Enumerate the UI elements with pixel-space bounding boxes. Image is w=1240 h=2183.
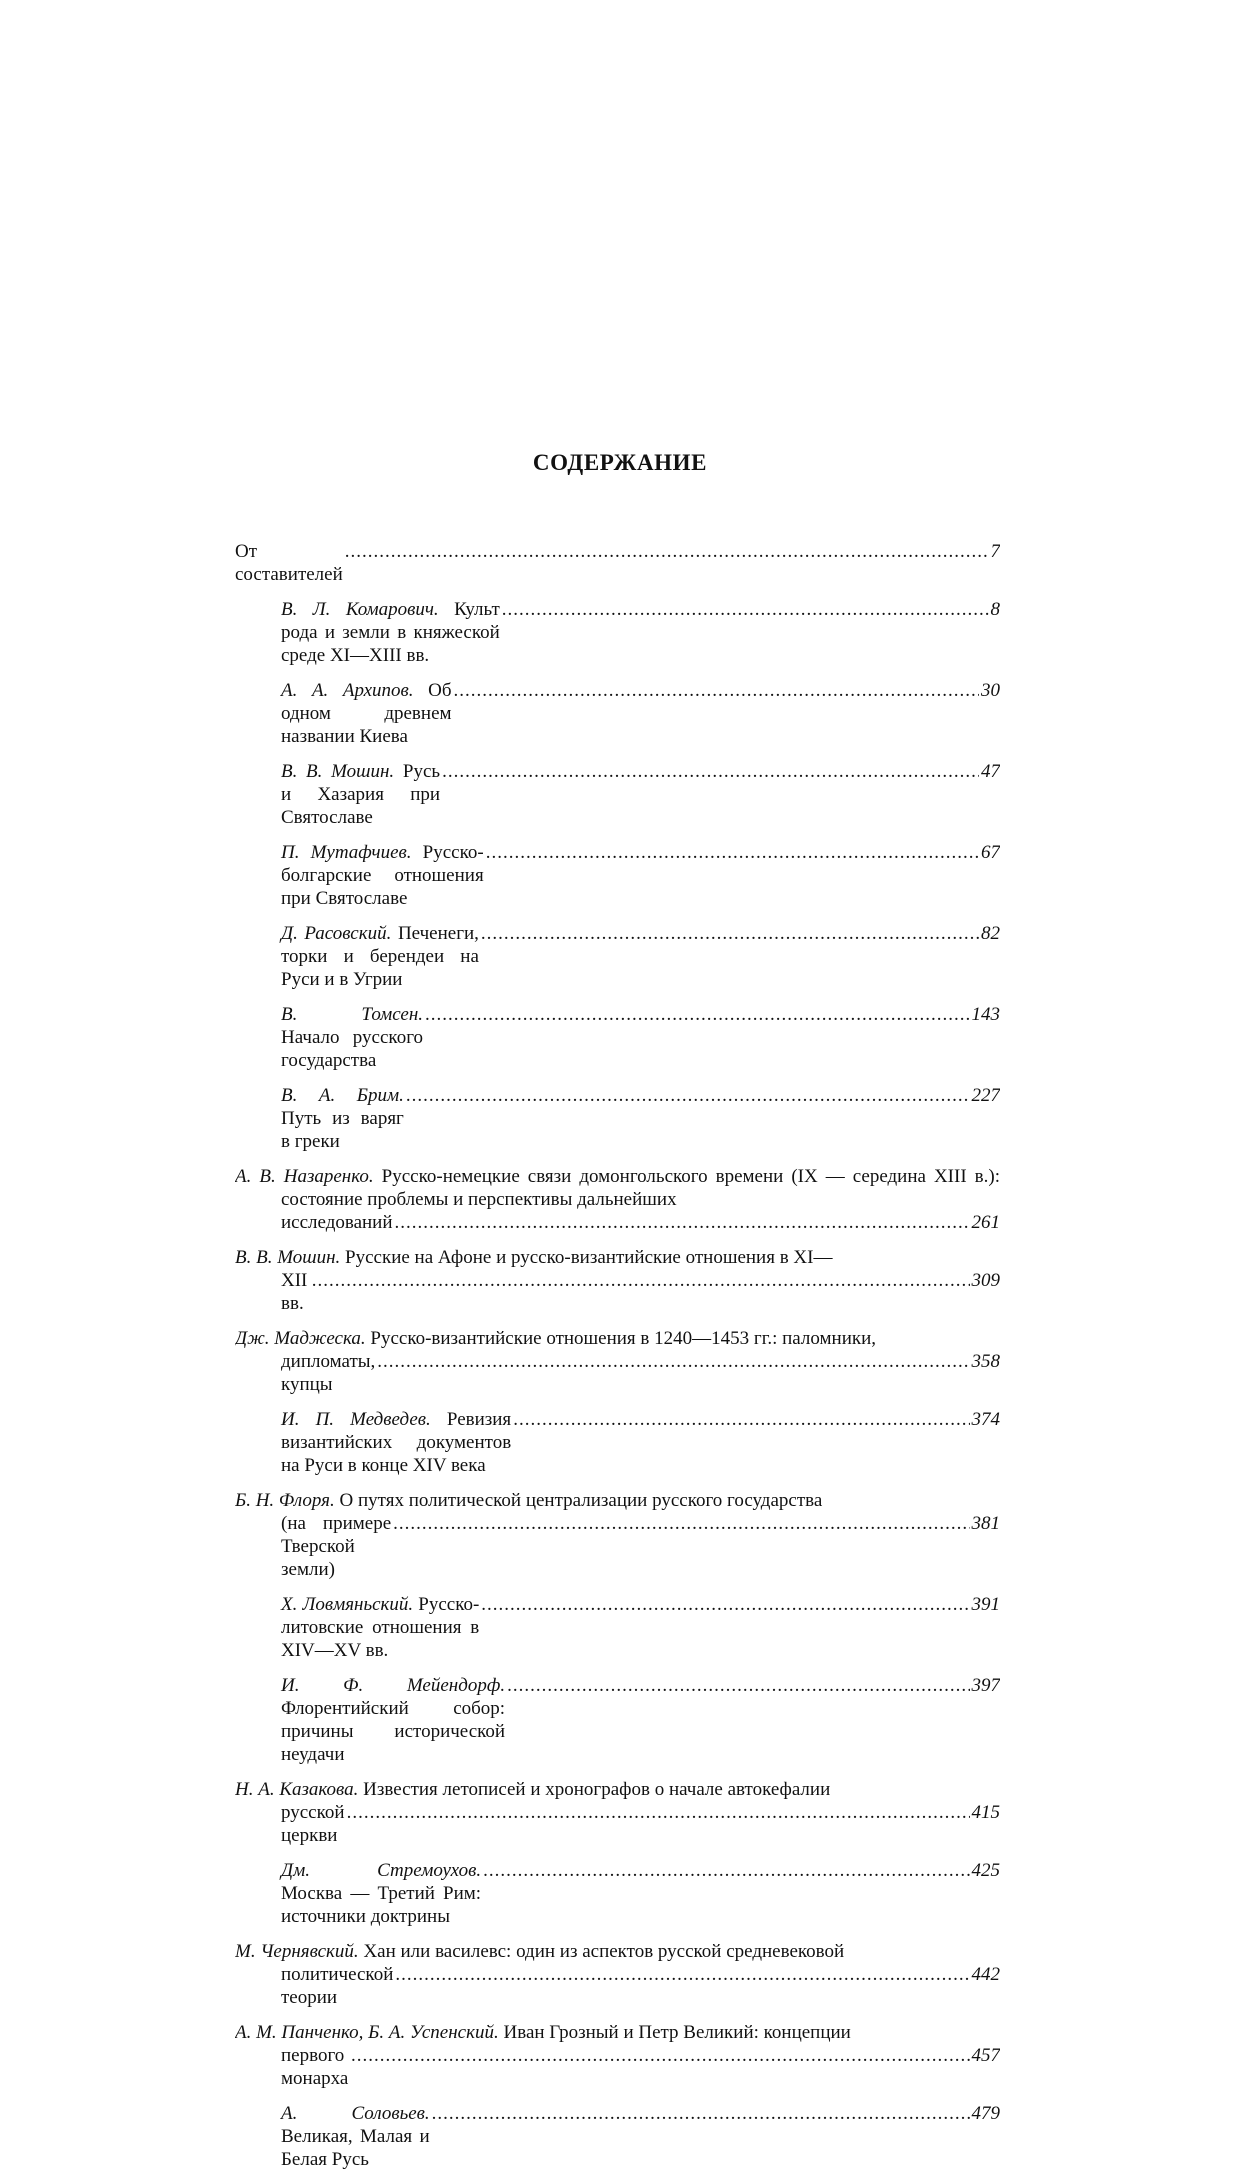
toc-title: СОДЕРЖАНИЕ bbox=[532, 450, 708, 475]
toc-entry-title-lead: Известия летописей и хронографов о начале автокефалии bbox=[363, 1779, 831, 1800]
toc-entry-title: От составителей bbox=[235, 541, 343, 585]
toc-entry-line bbox=[281, 1674, 1000, 1766]
toc-author: В. Томсен. bbox=[281, 1004, 424, 1025]
toc-entry-title: Великая, Малая и Белая Русь bbox=[281, 2126, 430, 2170]
toc-entry-line bbox=[281, 1408, 1000, 1477]
toc-entry-title: Москва — Третий Рим: источники доктрины bbox=[281, 1883, 482, 1927]
toc-entry[interactable] bbox=[235, 2102, 1000, 2171]
toc-entry-line bbox=[281, 760, 1000, 829]
toc-entry-line bbox=[281, 1593, 1000, 1662]
toc-entry-title-lead: Русско-немецкие связи домонгольского времени (IX — середина XIII в.): состояние проблемы и перспективы дальнейших bbox=[281, 1166, 1000, 1210]
toc-entry[interactable] bbox=[235, 1246, 1000, 1315]
toc-entry-line bbox=[281, 1084, 1000, 1153]
toc-entry-head bbox=[235, 1327, 1000, 1350]
toc-entry-line bbox=[281, 1801, 1000, 1847]
toc-entry-text bbox=[281, 1211, 393, 1234]
dot-leader bbox=[406, 1084, 970, 1107]
toc-page-number: 309 bbox=[971, 1270, 1000, 1291]
toc-entry-text bbox=[281, 1963, 393, 2009]
toc-author: Х. Ловмяньский. bbox=[281, 1594, 414, 1615]
toc-entry-text bbox=[281, 679, 452, 748]
toc-entry-title-lead: О путях политической централизации русского государства bbox=[339, 1490, 823, 1511]
toc-entry[interactable] bbox=[235, 1003, 1000, 1072]
toc-page-number: 374 bbox=[971, 1409, 1000, 1430]
toc-page-number: 391 bbox=[971, 1594, 1000, 1615]
toc-entry-text bbox=[281, 2044, 349, 2090]
dot-leader bbox=[486, 841, 979, 864]
toc-entry-title-lead: Иван Грозный и Петр Великий: концепции bbox=[503, 2022, 851, 2043]
toc-entry-line bbox=[281, 598, 1000, 667]
toc-entry-title: дипломаты, купцы bbox=[281, 1351, 376, 1395]
toc-entry-title: (на примере Тверской земли) bbox=[281, 1513, 392, 1580]
dot-leader bbox=[347, 1801, 970, 1824]
toc-entry-text bbox=[281, 1350, 375, 1396]
toc-page-number: 82 bbox=[981, 923, 1000, 944]
toc-entry-text bbox=[281, 760, 440, 829]
toc-entry-title: Русско-болгарские отношения при Святославе bbox=[281, 842, 484, 909]
dot-leader bbox=[483, 1859, 969, 1882]
toc-entry[interactable] bbox=[235, 1084, 1000, 1153]
toc-entry-head bbox=[235, 1165, 1000, 1211]
toc-entry-text bbox=[281, 841, 484, 910]
toc-page-number: 47 bbox=[981, 761, 1000, 782]
toc-entry[interactable] bbox=[235, 1408, 1000, 1477]
toc-entry-text bbox=[281, 1593, 479, 1662]
toc-entry-head bbox=[235, 1778, 1000, 1801]
dot-leader bbox=[432, 2102, 970, 2125]
toc-page-number: 7 bbox=[990, 541, 1000, 562]
toc-author: И. Ф. Мейендорф. bbox=[281, 1675, 506, 1696]
toc-author: А. Соловьев. bbox=[281, 2103, 430, 2124]
toc-entry-title: Русско-литовские отношения в XIV—XV вв. bbox=[281, 1594, 480, 1661]
toc-page-number: 30 bbox=[981, 680, 1000, 701]
toc-page-number: 415 bbox=[971, 1802, 1000, 1823]
toc-author: Дм. Стремоухов. bbox=[281, 1860, 482, 1881]
toc-author: В. В. Мошин. bbox=[281, 761, 395, 782]
toc-entry-head bbox=[235, 1940, 1000, 1963]
dot-leader bbox=[481, 1593, 969, 1616]
toc-entry-text bbox=[281, 1003, 423, 1072]
toc-entry-line bbox=[281, 841, 1000, 910]
toc-entry[interactable] bbox=[235, 598, 1000, 667]
toc-entry[interactable] bbox=[235, 922, 1000, 991]
toc-page-number: 442 bbox=[971, 1964, 1000, 1985]
toc-author: Д. Расовский. bbox=[281, 923, 392, 944]
dot-leader bbox=[351, 2044, 969, 2067]
toc-entry[interactable] bbox=[235, 1489, 1000, 1581]
dot-leader bbox=[393, 1512, 969, 1535]
toc-author: П. Мутафчиев. bbox=[281, 842, 412, 863]
toc-page-number: 227 bbox=[971, 1085, 1000, 1106]
toc-page-number: 397 bbox=[971, 1675, 1000, 1696]
toc-entry-line bbox=[281, 1963, 1000, 2009]
dot-leader bbox=[442, 760, 979, 783]
toc-entry-title: Культ рода и земли в княжеской среде XI—XIII вв. bbox=[281, 599, 500, 666]
toc-entry-text bbox=[281, 1408, 511, 1477]
toc-entry-title: русской церкви bbox=[281, 1802, 345, 1846]
dot-leader bbox=[481, 922, 979, 945]
toc-entry-text bbox=[281, 598, 500, 667]
toc-entry-line bbox=[281, 1003, 1000, 1072]
toc-entry[interactable] bbox=[235, 540, 1000, 586]
toc-entry-text bbox=[281, 1269, 310, 1315]
toc-author: М. Чернявский. bbox=[235, 1941, 359, 1962]
toc-entry-title: исследований bbox=[281, 1212, 393, 1233]
toc-entry-line bbox=[281, 1859, 1000, 1928]
toc-entry[interactable] bbox=[235, 841, 1000, 910]
toc-page-number: 67 bbox=[981, 842, 1000, 863]
toc-entry-title: политической теории bbox=[281, 1964, 394, 2008]
dot-leader bbox=[312, 1269, 970, 1292]
toc-page-number: 143 bbox=[971, 1004, 1000, 1025]
toc-entry-line bbox=[281, 922, 1000, 991]
toc-entry-title: первого монарха bbox=[281, 2045, 349, 2089]
toc-entry[interactable] bbox=[235, 1674, 1000, 1766]
toc-entry-line bbox=[235, 540, 1000, 586]
toc-author: В. Л. Комарович. bbox=[281, 599, 439, 620]
toc-entry-line bbox=[281, 1512, 1000, 1581]
toc-author: В. В. Мошин. bbox=[235, 1247, 341, 1268]
toc-entry[interactable] bbox=[235, 760, 1000, 829]
dot-leader bbox=[454, 679, 979, 702]
toc-entry-text bbox=[281, 922, 479, 991]
toc-entry[interactable] bbox=[235, 2021, 1000, 2090]
toc-entry-title: Путь из варяг в греки bbox=[281, 1108, 404, 1152]
toc-entry-line bbox=[281, 1269, 1000, 1315]
dot-leader bbox=[345, 540, 989, 563]
toc-entry-text bbox=[281, 1084, 404, 1153]
dot-leader bbox=[395, 1211, 970, 1234]
toc-entry-head bbox=[235, 1246, 1000, 1269]
toc-entry[interactable] bbox=[235, 1593, 1000, 1662]
toc-entry[interactable] bbox=[235, 1165, 1000, 1234]
toc-entry-line bbox=[281, 2044, 1000, 2090]
dot-leader bbox=[425, 1003, 969, 1026]
toc-entry-text bbox=[281, 1859, 481, 1928]
toc-entry[interactable] bbox=[235, 1327, 1000, 1396]
dot-leader bbox=[395, 1963, 969, 1986]
toc-page-number: 425 bbox=[971, 1860, 1000, 1881]
toc-entry-title: Начало русского государства bbox=[281, 1027, 424, 1071]
toc-entry-text bbox=[281, 1674, 505, 1766]
toc-entry[interactable] bbox=[235, 1778, 1000, 1847]
dot-leader bbox=[377, 1350, 969, 1373]
toc-entry-title: Об одном древнем названии Киева bbox=[281, 680, 452, 747]
toc-entry-text bbox=[281, 1512, 391, 1581]
toc-entry-line bbox=[281, 1350, 1000, 1396]
toc-entry-line bbox=[281, 679, 1000, 748]
toc-page-number: 358 bbox=[971, 1351, 1000, 1372]
toc-author: Б. Н. Флоря. bbox=[235, 1490, 335, 1511]
toc-author: А. А. Архипов. bbox=[281, 680, 414, 701]
toc-entry-title: Русь и Хазария при Святославе bbox=[281, 761, 441, 828]
dot-leader bbox=[502, 598, 989, 621]
toc-entry[interactable] bbox=[235, 1940, 1000, 2009]
toc-author: А. В. Назаренко. bbox=[235, 1166, 374, 1187]
toc-entry-title: XII вв. bbox=[281, 1270, 308, 1314]
toc-entry-line bbox=[281, 1211, 1000, 1234]
toc-author: Н. А. Казакова. bbox=[235, 1779, 359, 1800]
toc-list bbox=[235, 540, 1000, 2183]
toc-entry[interactable] bbox=[235, 1859, 1000, 1928]
toc-page-number: 8 bbox=[990, 599, 1000, 620]
toc-entry-title-lead: Русские на Афоне и русско-византийские отношения в XI— bbox=[345, 1247, 833, 1268]
dot-leader bbox=[507, 1674, 969, 1697]
toc-entry-title-lead: Хан или василевс: один из аспектов русской средневековой bbox=[363, 1941, 845, 1962]
toc-entry-text bbox=[281, 1801, 345, 1847]
toc-entry-head bbox=[235, 1489, 1000, 1512]
toc-entry-title: Флорентийский собор: причины исторической неудачи bbox=[281, 1698, 506, 1765]
toc-author: В. А. Брим. bbox=[281, 1085, 404, 1106]
toc-author: Дж. Маджеска. bbox=[235, 1328, 366, 1349]
toc-entry-line bbox=[281, 2102, 1000, 2171]
dot-leader bbox=[513, 1408, 969, 1431]
toc-entry-text bbox=[281, 2102, 430, 2171]
toc-entry-title-lead: Русско-византийские отношения в 1240—1453 гг.: паломники, bbox=[370, 1328, 877, 1349]
toc-author: А. М. Панченко, Б. А. Успенский. bbox=[235, 2022, 499, 2043]
toc-entry[interactable] bbox=[235, 679, 1000, 748]
toc-entry-title: Печенеги, торки и берендеи на Руси и в Угрии bbox=[281, 923, 479, 990]
toc-entry-head bbox=[235, 2021, 1000, 2044]
toc-author: И. П. Медведев. bbox=[281, 1409, 431, 1430]
toc-entry-text bbox=[235, 540, 343, 586]
toc-page-number: 457 bbox=[971, 2045, 1000, 2066]
toc-entry-title: Ревизия византийских документов на Руси в конце XIV века bbox=[281, 1409, 512, 1476]
toc-page-number: 381 bbox=[971, 1513, 1000, 1534]
toc-page-number: 479 bbox=[971, 2103, 1000, 2124]
toc-page-number: 261 bbox=[971, 1212, 1000, 1233]
